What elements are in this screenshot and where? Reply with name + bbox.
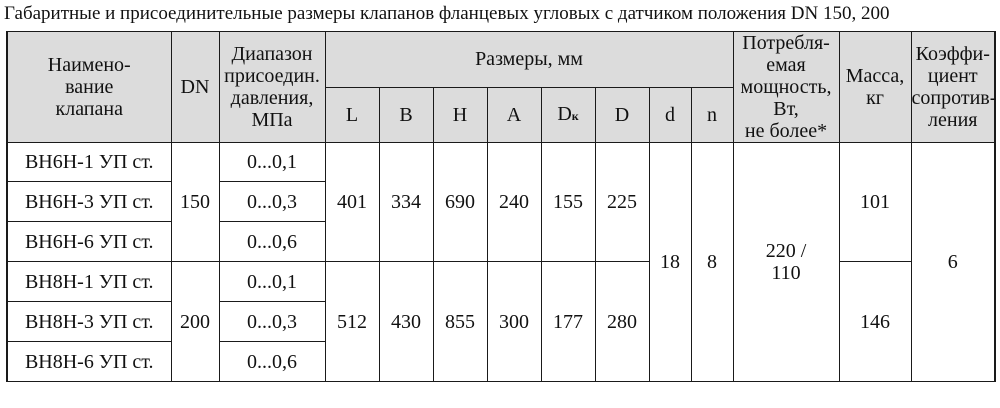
header-power-line: емая <box>766 54 806 76</box>
B-cell: 430 <box>379 262 433 382</box>
B-cell: 334 <box>379 143 433 262</box>
header-pressure-range <box>219 32 325 143</box>
Dk-cell: 177 <box>541 262 595 382</box>
valve-name-cell: ВН8Н-6 УП ст. <box>7 342 171 382</box>
header-mass-line: Масса, <box>845 65 905 87</box>
A-cell: 240 <box>487 143 541 262</box>
table-caption: Габаритные и присоединительные размеры клапанов фланцевых угловых с датчиком положения DN 150, 200 <box>4 3 890 24</box>
header-pressure-line: давления, <box>230 87 314 109</box>
L-cell: 401 <box>325 143 379 262</box>
header-dimensions: Размеры, мм <box>325 32 733 88</box>
mass-cell: 101 <box>839 143 911 262</box>
A-cell: 300 <box>487 262 541 382</box>
D-cell: 280 <box>595 262 649 382</box>
d-cell: 18 <box>649 143 691 382</box>
header-valve-name-line: вание <box>65 76 114 98</box>
pressure-cell: 0...0,3 <box>219 182 325 222</box>
header-coef-line: сопротив- <box>911 87 997 109</box>
valve-name-cell: ВН8Н-3 УП ст. <box>7 302 171 342</box>
valve-name-cell: ВН8Н-1 УП ст. <box>7 262 171 302</box>
n-cell: 8 <box>691 143 733 382</box>
valve-name-cell: ВН6Н-6 УП ст. <box>7 222 171 262</box>
header-col-B: B <box>379 87 433 143</box>
valve-name-cell: ВН6Н-1 УП ст. <box>7 143 171 182</box>
header-col-d: d <box>649 87 691 143</box>
H-cell: 855 <box>433 262 487 382</box>
power-value-line: 110 <box>771 262 801 284</box>
header-power-line: мощность, <box>740 76 832 98</box>
header-pressure-line: присоедин. <box>224 65 320 87</box>
table-row <box>7 143 995 182</box>
header-coef-line: ления <box>928 109 978 131</box>
header-coef-line: Коэффи- <box>915 43 990 65</box>
header-resistance-coefficient <box>911 32 995 143</box>
header-col-A: A <box>487 87 541 143</box>
power-value-line: 220 / <box>765 240 807 262</box>
header-power <box>733 32 839 143</box>
header-power-line: не более* <box>744 120 828 142</box>
header-col-D: D <box>595 87 649 143</box>
header-valve-name <box>7 32 171 143</box>
header-col-n: n <box>691 87 733 143</box>
header-mass <box>839 32 911 143</box>
D-cell: 225 <box>595 143 649 262</box>
pressure-cell: 0...0,1 <box>219 143 325 182</box>
H-cell: 690 <box>433 143 487 262</box>
header-power-line: Вт, <box>773 98 799 120</box>
header-coef-line: циент <box>927 65 978 87</box>
header-col-L: L <box>325 87 379 143</box>
header-col-Dk-subscript: к <box>571 108 579 123</box>
dn-cell: 150 <box>171 143 219 262</box>
header-valve-name-line: Наимено- <box>47 54 131 76</box>
header-dn: DN <box>171 32 219 143</box>
pressure-cell: 0...0,6 <box>219 342 325 382</box>
pressure-cell: 0...0,6 <box>219 222 325 262</box>
header-col-H: H <box>433 87 487 143</box>
power-cell <box>733 143 839 382</box>
header-pressure-line: Диапазон <box>231 43 313 65</box>
valve-name-cell: ВН6Н-3 УП ст. <box>7 182 171 222</box>
coef-cell: 6 <box>911 143 995 382</box>
pressure-cell: 0...0,1 <box>219 262 325 302</box>
L-cell: 512 <box>325 262 379 382</box>
table-row <box>7 262 995 302</box>
header-mass-line: кг <box>866 87 884 109</box>
dn-cell: 200 <box>171 262 219 382</box>
header-col-Dk-main: D <box>557 102 572 125</box>
header-power-line: Потребля- <box>742 32 830 54</box>
mass-cell: 146 <box>839 262 911 382</box>
header-pressure-line: МПа <box>251 109 293 131</box>
pressure-cell: 0...0,3 <box>219 302 325 342</box>
header-col-Dk <box>541 87 595 143</box>
valve-dimensions-table <box>6 31 996 382</box>
Dk-cell: 155 <box>541 143 595 262</box>
header-valve-name-line: клапана <box>55 98 123 120</box>
